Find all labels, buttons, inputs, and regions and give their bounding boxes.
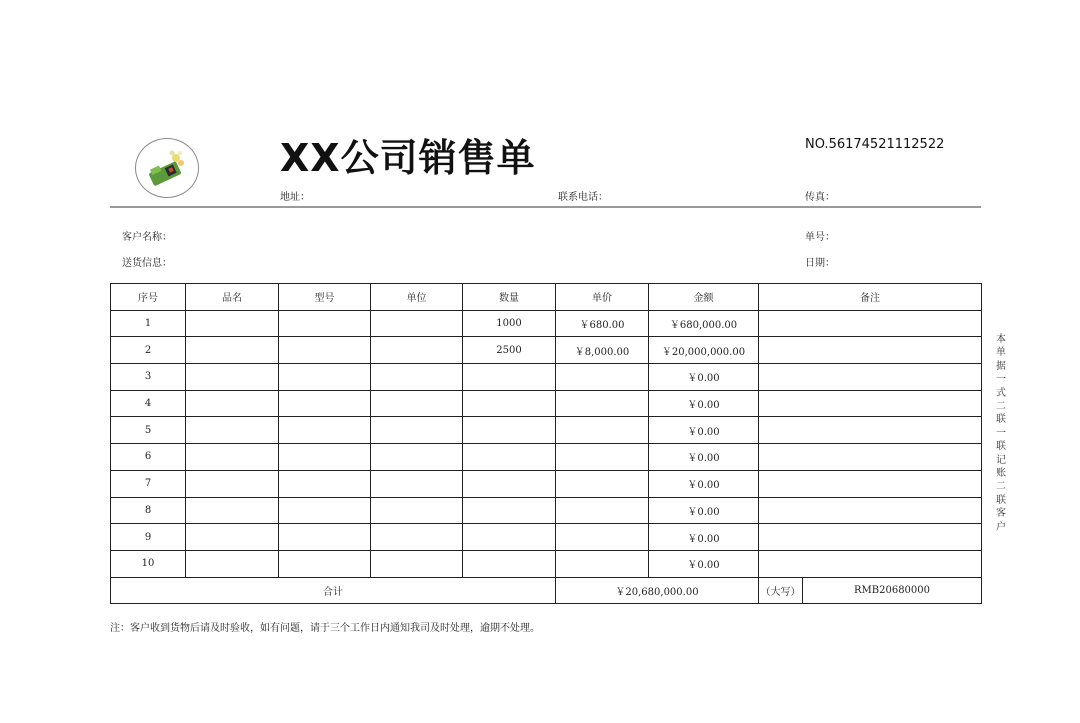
cell-col-product — [186, 470, 279, 497]
cell-col-model — [279, 364, 371, 391]
table-row — [111, 364, 982, 391]
header-col-remark: 备注 — [759, 284, 982, 311]
cell-col-amount: ￥0.00 — [649, 470, 759, 497]
header-col-amount: 金额 — [649, 284, 759, 311]
cell-col-amount: ￥0.00 — [649, 550, 759, 577]
footer-note: 注：客户收到货物后请及时验收，如有问题，请于三个工作日内通知我司及时处理，逾期不处理。 — [110, 623, 540, 634]
header-col-qty: 数量 — [463, 284, 556, 311]
cell-col-unit-price — [556, 550, 649, 577]
cell-col-amount: ￥0.00 — [649, 497, 759, 524]
header-col-unit: 单位 — [371, 284, 463, 311]
cell-col-qty: 2500 — [463, 337, 556, 364]
cell-col-seq: 5 — [111, 417, 186, 444]
cell-col-amount: ￥0.00 — [649, 390, 759, 417]
cell-col-model — [279, 337, 371, 364]
cell-col-product — [186, 310, 279, 337]
table-row — [111, 310, 982, 337]
cell-col-product — [186, 444, 279, 471]
table-row — [111, 550, 982, 577]
total-label: 合计 — [111, 577, 556, 604]
sales-table — [110, 283, 982, 604]
cell-col-qty — [463, 417, 556, 444]
cell-col-qty — [463, 444, 556, 471]
cell-col-model — [279, 470, 371, 497]
cell-col-remark — [759, 550, 982, 577]
cell-col-unit-price — [556, 524, 649, 551]
cell-col-unit-price — [556, 364, 649, 391]
header-col-product: 品名 — [186, 284, 279, 311]
header-col-seq: 序号 — [111, 284, 186, 311]
cell-col-seq: 7 — [111, 470, 186, 497]
cell-col-amount: ￥0.00 — [649, 417, 759, 444]
table-row — [111, 524, 982, 551]
cell-col-unit-price — [556, 470, 649, 497]
cell-col-product — [186, 524, 279, 551]
cell-col-unit-price — [556, 444, 649, 471]
table-total-row — [111, 577, 982, 604]
cell-col-remark — [759, 417, 982, 444]
date-label: 日期： — [805, 258, 835, 269]
cell-col-product — [186, 550, 279, 577]
cell-col-remark — [759, 524, 982, 551]
total-amount: ￥20,680,000.00 — [556, 577, 759, 604]
cell-col-remark — [759, 337, 982, 364]
cell-col-unit — [371, 470, 463, 497]
sales-table-body — [111, 284, 982, 604]
cell-col-model — [279, 497, 371, 524]
company-logo — [135, 138, 199, 198]
cell-col-unit — [371, 444, 463, 471]
cell-col-model — [279, 310, 371, 337]
cell-col-model — [279, 550, 371, 577]
cell-col-amount: ￥20,000,000.00 — [649, 337, 759, 364]
cell-col-remark — [759, 444, 982, 471]
cell-col-model — [279, 524, 371, 551]
cell-col-seq: 4 — [111, 390, 186, 417]
cell-col-amount: ￥0.00 — [649, 364, 759, 391]
cell-col-unit — [371, 417, 463, 444]
cell-col-qty — [463, 497, 556, 524]
table-row — [111, 390, 982, 417]
document-number: NO.56174521112522 — [805, 137, 945, 152]
cell-col-qty — [463, 550, 556, 577]
table-row — [111, 417, 982, 444]
capital-value: RMB20680000 — [803, 577, 982, 604]
cell-col-model — [279, 390, 371, 417]
cell-col-seq: 10 — [111, 550, 186, 577]
cell-col-unit — [371, 524, 463, 551]
cell-col-seq: 3 — [111, 364, 186, 391]
cell-col-seq: 2 — [111, 337, 186, 364]
header-divider — [110, 206, 981, 208]
cell-col-qty — [463, 390, 556, 417]
cell-col-remark — [759, 470, 982, 497]
cell-col-unit-price — [556, 497, 649, 524]
copy-instruction-vertical — [995, 333, 1010, 534]
cell-col-seq: 9 — [111, 524, 186, 551]
table-row — [111, 470, 982, 497]
header-col-model: 型号 — [279, 284, 371, 311]
cell-col-product — [186, 417, 279, 444]
delivery-info-label: 送货信息： — [122, 258, 172, 269]
cell-col-amount: ￥0.00 — [649, 444, 759, 471]
logo-graphic — [136, 139, 198, 197]
cell-col-unit — [371, 390, 463, 417]
phone-label: 联系电话： — [558, 192, 608, 203]
order-number-label: 单号： — [805, 232, 835, 243]
cell-col-amount: ￥0.00 — [649, 524, 759, 551]
cell-col-unit — [371, 497, 463, 524]
table-row — [111, 444, 982, 471]
cell-col-qty — [463, 470, 556, 497]
cell-col-remark — [759, 390, 982, 417]
address-label: 地址： — [280, 192, 310, 203]
cell-col-unit — [371, 310, 463, 337]
cell-col-unit-price — [556, 417, 649, 444]
cell-col-product — [186, 390, 279, 417]
cell-col-product — [186, 364, 279, 391]
cell-col-remark — [759, 497, 982, 524]
cell-col-product — [186, 497, 279, 524]
cell-col-remark — [759, 364, 982, 391]
cell-col-seq: 8 — [111, 497, 186, 524]
cell-col-unit — [371, 550, 463, 577]
cell-col-qty: 1000 — [463, 310, 556, 337]
cell-col-product — [186, 337, 279, 364]
customer-name-label: 客户名称： — [122, 232, 172, 243]
cell-col-unit-price: ￥8,000.00 — [556, 337, 649, 364]
capital-label: （大写） — [759, 577, 803, 604]
table-row — [111, 337, 982, 364]
cell-col-seq: 1 — [111, 310, 186, 337]
cell-col-model — [279, 444, 371, 471]
cell-col-unit — [371, 337, 463, 364]
fax-label: 传真： — [805, 192, 835, 203]
cell-col-unit-price — [556, 390, 649, 417]
table-row — [111, 497, 982, 524]
cell-col-unit — [371, 364, 463, 391]
cell-col-unit-price: ￥680.00 — [556, 310, 649, 337]
side-note-text: 本单据一式二联 一联记账 二联客户 — [996, 334, 1010, 533]
cell-col-remark — [759, 310, 982, 337]
page-title: XX公司销售单 — [280, 136, 536, 180]
cell-col-amount: ￥680,000.00 — [649, 310, 759, 337]
header-col-unit-price: 单价 — [556, 284, 649, 311]
cell-col-qty — [463, 364, 556, 391]
cell-col-seq: 6 — [111, 444, 186, 471]
table-header-row — [111, 284, 982, 311]
cell-col-qty — [463, 524, 556, 551]
cell-col-model — [279, 417, 371, 444]
